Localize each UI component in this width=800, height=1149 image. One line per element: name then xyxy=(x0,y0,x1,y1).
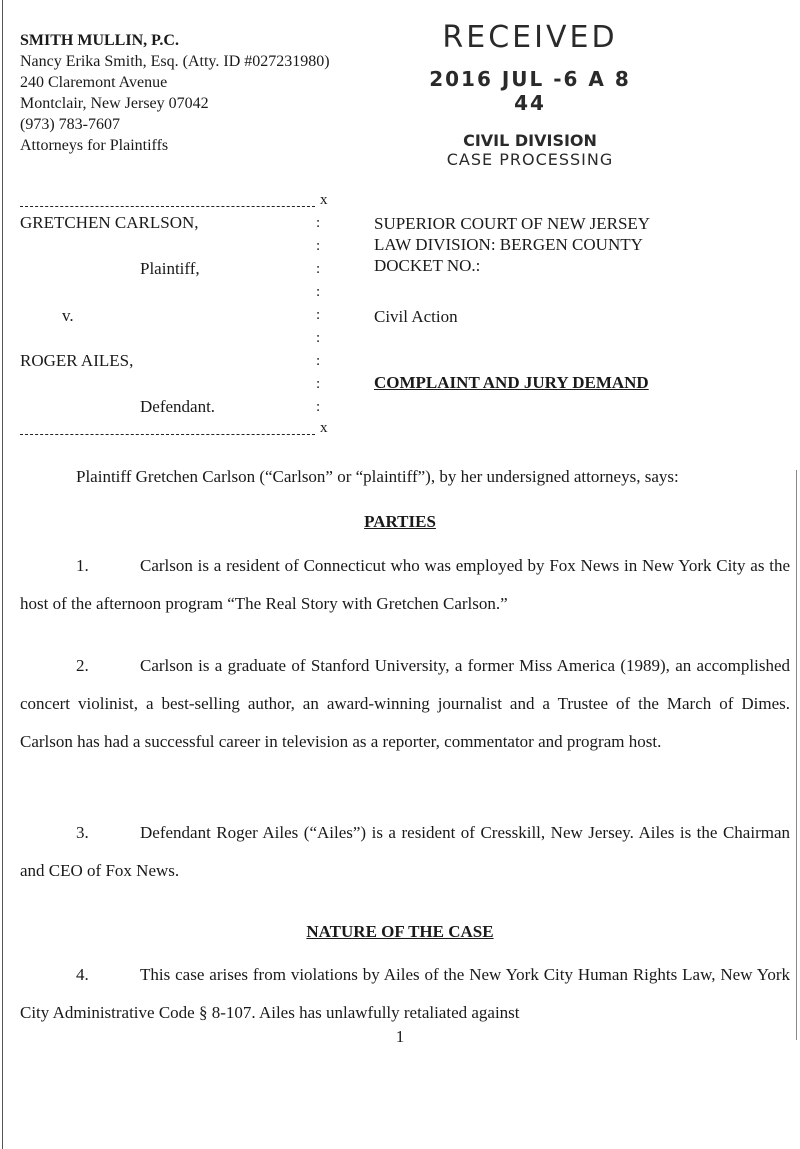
stamp-processing: CASE PROCESSING xyxy=(446,150,614,169)
firm-role: Attorneys for Plaintiffs xyxy=(20,137,169,154)
firm-phone: (973) 783-7607 xyxy=(20,116,120,133)
caption-top-rule xyxy=(20,206,315,207)
paragraph-3 xyxy=(20,814,790,890)
attorney-name: Nancy Erika Smith, Esq. (Atty. ID #027231980) xyxy=(20,53,330,70)
paragraph-text: Carlson is a resident of Connecticut who was employed by Fox News in New York City as the host of the afternoon program “The Real Story with Gretchen Carlson.” xyxy=(20,556,790,613)
intro-paragraph: Plaintiff Gretchen Carlson (“Carlson” or “plaintiff”), by her undersigned attorneys, says: xyxy=(76,467,679,486)
stamp-date: 2016 JUL -6 A 8 44 xyxy=(429,67,631,115)
court-block xyxy=(374,213,650,276)
caption-colon: : xyxy=(316,353,321,369)
caption-top-x: x xyxy=(320,192,328,208)
docket-number: DOCKET NO.: xyxy=(374,256,481,275)
paragraph-number: 3. xyxy=(76,823,89,842)
caption-colon: : xyxy=(316,307,321,323)
paragraph-text: This case arises from violations by Ailes of the New York City Human Rights Law, New York City Administrative Code § 8-107. Ailes has unlawfully retaliated against xyxy=(20,965,790,1022)
defendant-name: ROGER AILES, xyxy=(20,351,134,370)
firm-name: SMITH MULLIN, P.C. xyxy=(20,32,179,49)
caption-colon: : xyxy=(316,284,321,300)
paragraph-number: 1. xyxy=(76,556,89,575)
plaintiff-name: GRETCHEN CARLSON, xyxy=(20,213,199,232)
caption-colon: : xyxy=(316,330,321,346)
paragraph-4 xyxy=(20,956,790,1032)
page-left-edge xyxy=(2,0,3,1149)
civil-action: Civil Action xyxy=(374,307,458,326)
caption-colon: : xyxy=(316,261,321,277)
defendant-role: Defendant. xyxy=(140,397,216,416)
caption-colon: : xyxy=(316,238,321,254)
paragraph-2 xyxy=(20,647,790,761)
paragraph-1 xyxy=(20,547,790,623)
caption-colon: : xyxy=(316,376,321,392)
complaint-title: COMPLAINT AND JURY DEMAND xyxy=(374,373,649,392)
heading-nature-of-case: NATURE OF THE CASE xyxy=(306,922,494,941)
paragraph-text: Carlson is a graduate of Stanford University, a former Miss America (1989), an accomplished concert violinist, a best-selling author, an award-winning journalist and a Trustee of the March of Dimes. Carlson has had a successful career in television as a reporter, commentator and program host. xyxy=(20,656,790,751)
stamp-division: CIVIL DIVISION xyxy=(463,131,597,150)
caption-colon: : xyxy=(316,399,321,415)
firm-address-line2: Montclair, New Jersey 07042 xyxy=(20,95,209,112)
paragraph-number: 2. xyxy=(76,656,89,675)
court-division: LAW DIVISION: BERGEN COUNTY xyxy=(374,235,643,254)
paragraph-text: Defendant Roger Ailes (“Ailes”) is a resident of Cresskill, New Jersey. Ailes is the Chairman and CEO of Fox News. xyxy=(20,823,790,880)
caption-bottom-x: x xyxy=(320,420,328,436)
heading-parties: PARTIES xyxy=(364,512,436,531)
versus: v. xyxy=(62,306,74,325)
court-name: SUPERIOR COURT OF NEW JERSEY xyxy=(374,214,651,233)
firm-address-line1: 240 Claremont Avenue xyxy=(20,74,168,91)
caption-colon: : xyxy=(316,215,321,231)
page-number: 1 xyxy=(395,1027,405,1046)
page-right-edge xyxy=(796,470,797,1040)
paragraph-number: 4. xyxy=(76,965,89,984)
received-stamp xyxy=(420,20,640,169)
caption-bottom-rule xyxy=(20,434,315,435)
stamp-received: RECEIVED xyxy=(442,20,618,55)
firm-header xyxy=(20,30,330,156)
plaintiff-role: Plaintiff, xyxy=(140,259,200,278)
